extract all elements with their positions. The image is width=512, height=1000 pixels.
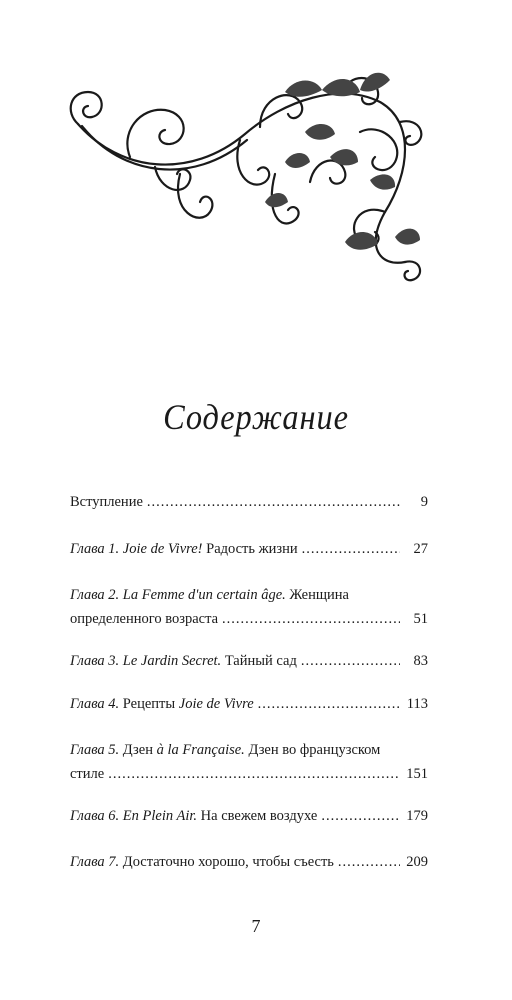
chapter-label: Глава 1. [70,541,120,557]
chapter-label: Глава 3. [70,653,120,669]
entry-title: Радость жизни [206,541,298,557]
chapter-label: Глава 2. [70,587,120,603]
leader-dots [321,804,400,828]
leader-dots [108,762,400,786]
page-ref: 51 [413,611,428,627]
page-ref: 179 [406,808,428,824]
entry-title: Тайный сад [224,653,297,669]
page-title: Содержание [163,397,349,437]
leader-dots [338,850,400,874]
entry-title: На свежем воздухе [200,808,318,824]
toc-entry[interactable] [70,692,428,716]
toc-entry[interactable] [70,850,428,874]
chapter-label: Глава 6. [70,808,120,824]
page-number: 7 [251,916,261,936]
leader-dots [302,537,400,561]
entry-title: Рецепты [122,696,176,712]
toc-entry[interactable] [70,649,428,673]
entry-title-french: La Femme d'un certain âge. [122,587,286,603]
page-ref: 113 [406,696,428,712]
page-ref: 209 [406,854,428,870]
leader-dots [222,607,400,631]
chapter-label: Глава 7. [70,854,120,870]
toc-entry[interactable] [70,537,428,561]
entry-title-french: Joie de Vivre [178,696,254,712]
page-ref: 9 [420,494,428,510]
leader-dots [301,649,400,673]
leader-dots [258,692,400,716]
leader-dots [147,490,400,514]
page-ref: 27 [413,541,428,557]
entry-title-french: Le Jardin Secret. [122,653,222,669]
entry-title: Женщина [289,587,349,603]
entry-title-cont: стиле [70,766,105,782]
entry-title-french: à la Française. [156,742,245,758]
entry-title-french: En Plein Air. [122,808,198,824]
page-ref: 83 [413,653,428,669]
toc-entry[interactable] [70,738,428,786]
toc-entry[interactable] [70,490,428,514]
page-ref: 151 [406,766,428,782]
toc-entry[interactable] [70,804,428,828]
entry-title: Дзен во французском [248,742,381,758]
entry-title-cont: определенного возраста [70,611,219,627]
toc-entry[interactable] [70,583,428,631]
entry-title: Вступление [70,494,143,510]
chapter-label: Глава 5. [70,742,120,758]
chapter-label: Глава 4. [70,696,120,712]
entry-title-french: Joie de Vivre! [122,541,203,557]
entry-title: Дзен [122,742,153,758]
vine-ornament [60,62,430,292]
entry-title: Достаточно хорошо, чтобы съесть [122,854,334,870]
